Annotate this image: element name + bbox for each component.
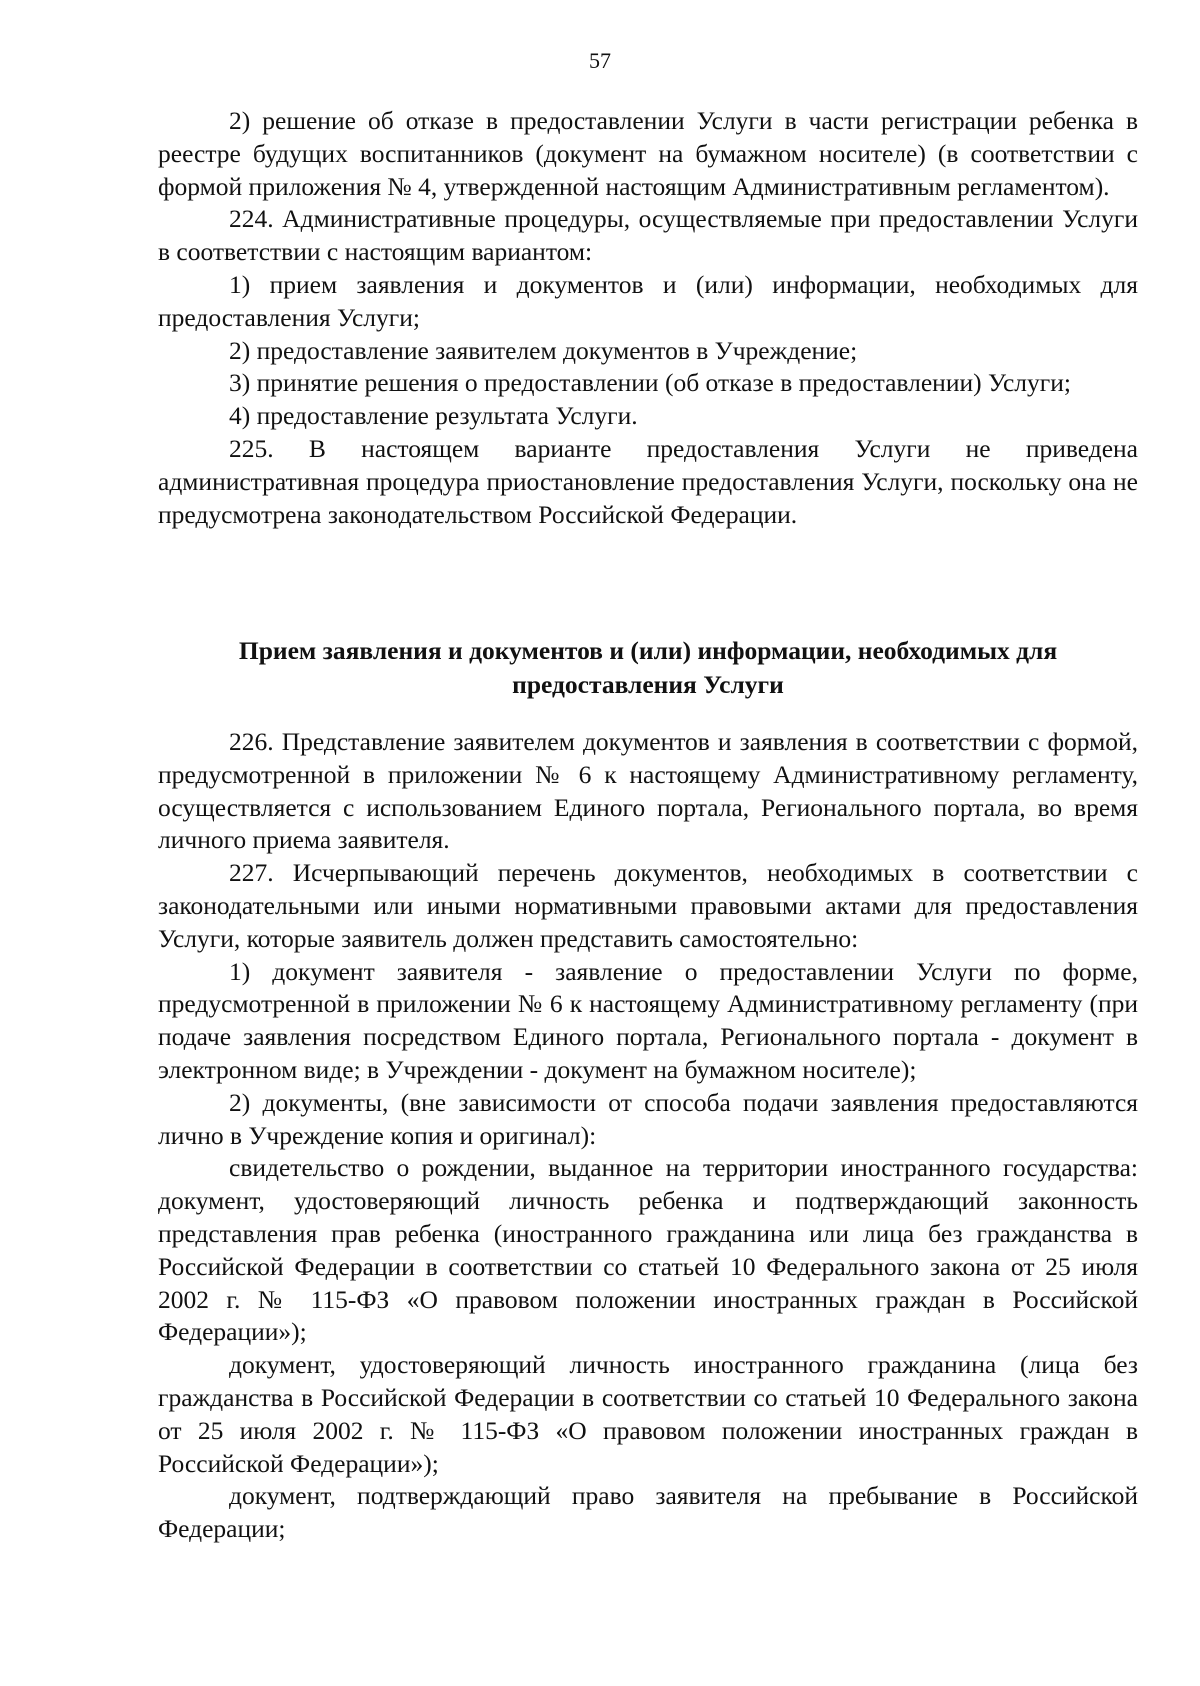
paragraph: 227. Исчерпывающий перечень документов, необходимых в соответствии с законодательными или иными нормативными правовыми актами для предоставления Услуги, которые заявитель должен представить самостоятельно: [158, 858, 1138, 953]
paragraph: 225. В настоящем варианте предоставления Услуги не приведена административная процедура приостановление предоставления Услуги, поскольку она не предусмотрена законодательством Российской Федерации. [158, 433, 1138, 529]
paragraph: свидетельство о рождении, выданное на территории иностранного государства: документ, удостоверяющий личность ребенка и подтверждающий законность представления прав ребенка (иностранного гражданина или лица без гражданства в Российской Федерации в соответствии со статьей 10 Федерального закона от 25 июля 2002 г. № 115-ФЗ «О правовом положении иностранных граждан в Российской Федерации»); [158, 1153, 1138, 1347]
paragraph: документ, удостоверяющий личность иностранного гражданина (лица без гражданства в Российской Федерации в соответствии со статьей 10 Федерального закона от 25 июля 2002 г. № 115-ФЗ «О правовом положении иностранных граждан в Российской Федерации»); [158, 1350, 1138, 1478]
text-block-bottom [158, 726, 1138, 1546]
paragraph: 2) документы, (вне зависимости от способа подачи заявления предоставляются лично в Учреждение копия и оригинал): [158, 1087, 1138, 1150]
paragraph: 1) документ заявителя - заявление о предоставлении Услуги по форме, предусмотренной в приложении № 6 к настоящему Административному регламенту (при подаче заявления посредством Единого портала, Регионального портала - документ в электронном виде; в Учреждении - документ на бумажном носителе); [158, 956, 1138, 1084]
paragraph: 3) принятие решения о предоставлении (об отказе в предоставлении) Услуги; [229, 368, 1071, 398]
paragraph: документ, подтверждающий право заявителя на пребывание в Российской Федерации; [158, 1481, 1138, 1544]
section-heading: Прием заявления и документов и (или) информации, необходимых для предоставления Услуги [238, 636, 1058, 699]
paragraph: 1) прием заявления и документов и (или) информации, необходимых для предоставления Услуги; [158, 269, 1138, 332]
paragraph: 2) предоставление заявителем документов в Учреждение; [229, 335, 858, 365]
page-number: 57 [589, 48, 611, 73]
paragraph: 224. Административные процедуры, осуществляемые при предоставлении Услуги в соответствии с настоящим вариантом: [158, 204, 1138, 267]
paragraph: 4) предоставление результата Услуги. [229, 401, 638, 431]
text-block-top [158, 105, 1138, 531]
paragraph: 226. Представление заявителем документов и заявления в соответствии с формой, предусмотренной в приложении № 6 к настоящему Административному регламенту, осуществляется с использованием Единого портала, Регионального портала, во время личного приема заявителя. [158, 727, 1138, 855]
paragraph: 2) решение об отказе в предоставлении Услуги в части регистрации ребенка в реестре будущих воспитанников (документ на бумажном носителе) (в соответствии с формой приложения № 4, утвержденной настоящим Административным регламентом). [158, 106, 1138, 201]
